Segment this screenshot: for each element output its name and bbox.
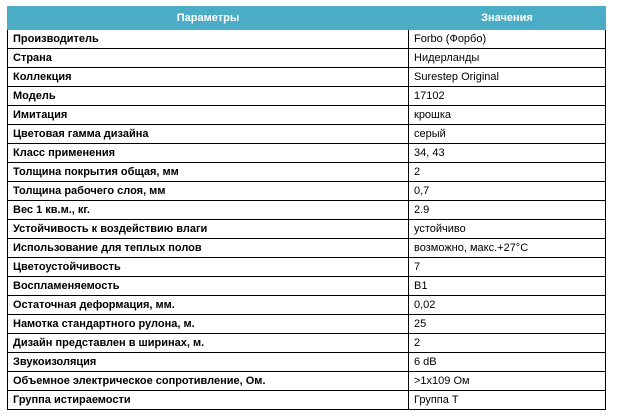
value-cell: серый xyxy=(409,125,606,144)
param-cell: Использование для теплых полов xyxy=(8,239,409,258)
table-row xyxy=(8,372,606,391)
table-row xyxy=(8,220,606,239)
value-cell: 25 xyxy=(409,315,606,334)
table-body xyxy=(8,30,606,410)
value-cell: 2 xyxy=(409,334,606,353)
param-cell: Производитель xyxy=(8,30,409,49)
table-row xyxy=(8,182,606,201)
table-row xyxy=(8,106,606,125)
param-cell: Цветовая гамма дизайна xyxy=(8,125,409,144)
param-cell: Намотка стандартного рулона, м. xyxy=(8,315,409,334)
param-cell: Толщина рабочего слоя, мм xyxy=(8,182,409,201)
param-cell: Модель xyxy=(8,87,409,106)
table-row xyxy=(8,201,606,220)
value-cell: B1 xyxy=(409,277,606,296)
table-row xyxy=(8,68,606,87)
param-cell: Толщина покрытия общая, мм xyxy=(8,163,409,182)
param-cell: Устойчивость к воздействию влаги xyxy=(8,220,409,239)
table-row xyxy=(8,239,606,258)
header-parameters: Параметры xyxy=(8,7,409,30)
value-cell: 2.9 xyxy=(409,201,606,220)
table-row xyxy=(8,315,606,334)
specifications-table xyxy=(7,6,606,410)
param-cell: Страна xyxy=(8,49,409,68)
param-cell: Вес 1 кв.м., кг. xyxy=(8,201,409,220)
value-cell: 34, 43 xyxy=(409,144,606,163)
value-cell: 17102 xyxy=(409,87,606,106)
param-cell: Группа истираемости xyxy=(8,391,409,410)
value-cell: Группа T xyxy=(409,391,606,410)
param-cell: Звукоизоляция xyxy=(8,353,409,372)
value-cell: Forbo (Форбо) xyxy=(409,30,606,49)
value-cell: крошка xyxy=(409,106,606,125)
param-cell: Воспламеняемость xyxy=(8,277,409,296)
value-cell: 7 xyxy=(409,258,606,277)
value-cell: 0,02 xyxy=(409,296,606,315)
value-cell: 2 xyxy=(409,163,606,182)
param-cell: Остаточная деформация, мм. xyxy=(8,296,409,315)
value-cell: возможно, макс.+27°C xyxy=(409,239,606,258)
param-cell: Объемное электрическое сопротивление, Ом. xyxy=(8,372,409,391)
value-cell: 0,7 xyxy=(409,182,606,201)
table-row xyxy=(8,144,606,163)
table-row xyxy=(8,391,606,410)
value-cell: >1x109 Ом xyxy=(409,372,606,391)
header-row xyxy=(8,7,606,30)
table-row xyxy=(8,163,606,182)
table-row xyxy=(8,87,606,106)
param-cell: Имитация xyxy=(8,106,409,125)
table-row xyxy=(8,49,606,68)
value-cell: 6 dB xyxy=(409,353,606,372)
table-row xyxy=(8,334,606,353)
table-header xyxy=(8,7,606,30)
param-cell: Цветоустойчивость xyxy=(8,258,409,277)
table-row xyxy=(8,258,606,277)
table-row xyxy=(8,277,606,296)
header-values: Значения xyxy=(409,7,606,30)
value-cell: Нидерланды xyxy=(409,49,606,68)
table-row xyxy=(8,125,606,144)
param-cell: Класс применения xyxy=(8,144,409,163)
value-cell: Surestep Original xyxy=(409,68,606,87)
param-cell: Дизайн представлен в ширинах, м. xyxy=(8,334,409,353)
table-row xyxy=(8,30,606,49)
value-cell: устойчиво xyxy=(409,220,606,239)
table-row xyxy=(8,353,606,372)
param-cell: Коллекция xyxy=(8,68,409,87)
table-row xyxy=(8,296,606,315)
